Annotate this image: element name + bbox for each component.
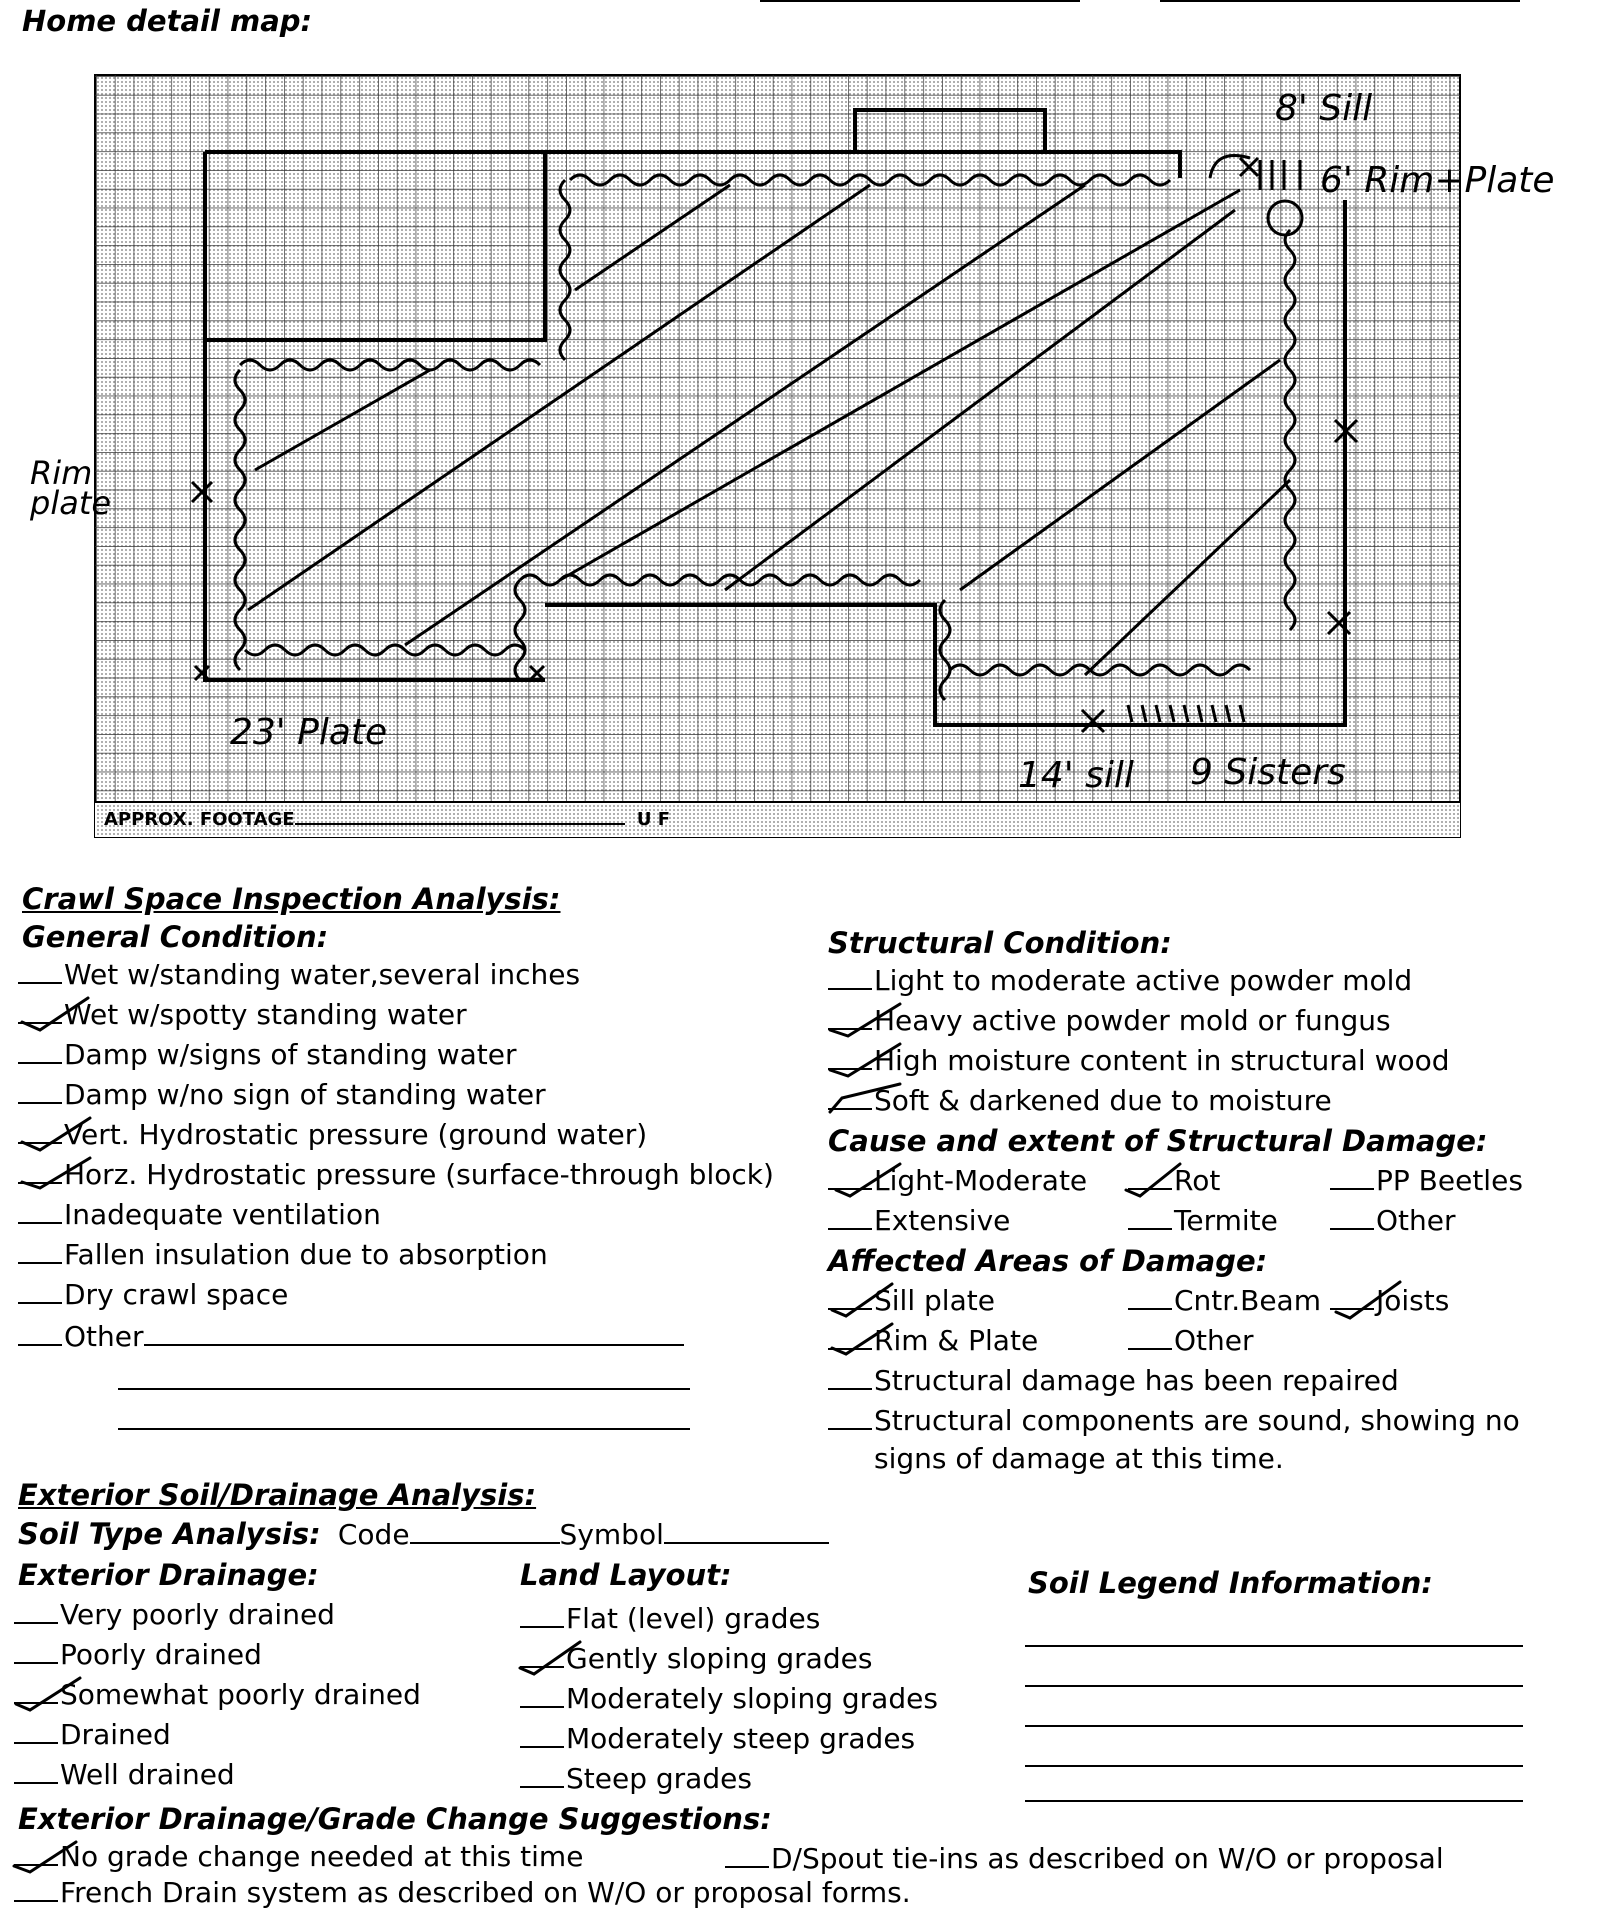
symbol-field[interactable]: [664, 1516, 829, 1544]
soil-type-title: Soil Type Analysis:: [18, 1517, 321, 1551]
general-item[interactable]: Wet w/standing water,several inches: [18, 958, 580, 991]
map-title: Home detail map:: [22, 4, 313, 38]
drainage-item[interactable]: Drained: [14, 1718, 171, 1751]
land-layout-title: Land Layout:: [520, 1558, 732, 1592]
drainage-item[interactable]: Very poorly drained: [14, 1598, 335, 1631]
other-line-3[interactable]: [118, 1428, 690, 1430]
annotation-6-rim-plate: 6' Rim+Plate: [1320, 160, 1555, 201]
affected-item[interactable]: Other: [1128, 1324, 1254, 1357]
general-item-other[interactable]: Other: [18, 1318, 684, 1353]
structural-item[interactable]: Heavy active powder mold or fungus: [828, 1004, 1391, 1037]
general-item[interactable]: Vert. Hydrostatic pressure (ground water): [18, 1118, 647, 1151]
french-drain-item[interactable]: French Drain system as described on W/O or proposal forms.: [14, 1876, 911, 1909]
approx-footage-unit: U F: [636, 809, 671, 830]
affected-item[interactable]: Sill plate: [828, 1284, 995, 1317]
code-label: Code: [337, 1518, 410, 1551]
land-item[interactable]: Steep grades: [520, 1762, 752, 1795]
cause-item[interactable]: Rot: [1128, 1164, 1220, 1197]
annotation-rim-plate-left: Rim plate: [30, 454, 112, 522]
map-grid-lines: [95, 75, 1460, 802]
legend-line[interactable]: [1025, 1725, 1523, 1727]
legend-line[interactable]: [1025, 1645, 1523, 1647]
land-item[interactable]: Moderately sloping grades: [520, 1682, 938, 1715]
components-sound-line2: signs of damage at this time.: [874, 1442, 1284, 1475]
components-sound-item[interactable]: Structural components are sound, showing no: [828, 1404, 1520, 1437]
structural-item[interactable]: Soft & darkened due to moisture: [828, 1084, 1332, 1117]
drainage-item[interactable]: Well drained: [14, 1758, 235, 1791]
annotation-23-plate: 23' Plate: [230, 712, 388, 753]
grade-suggestions-title: Exterior Drainage/Grade Change Suggestions:: [18, 1802, 772, 1836]
cause-item[interactable]: PP Beetles: [1330, 1164, 1523, 1197]
cause-item[interactable]: Extensive: [828, 1204, 1010, 1237]
structural-item[interactable]: Light to moderate active powder mold: [828, 964, 1412, 997]
annotation-9-sisters: 9 Sisters: [1190, 752, 1346, 793]
cause-item[interactable]: Other: [1330, 1204, 1456, 1237]
affected-item[interactable]: Joists: [1330, 1284, 1449, 1317]
general-item[interactable]: Fallen insulation due to absorption: [18, 1238, 548, 1271]
dspout-item[interactable]: D/Spout tie-ins as described on W/O or proposal: [725, 1842, 1444, 1875]
legend-line[interactable]: [1025, 1800, 1523, 1802]
code-field[interactable]: [410, 1516, 560, 1544]
other-line-2[interactable]: [118, 1388, 690, 1390]
general-condition-title: General Condition:: [22, 920, 329, 954]
cause-item[interactable]: Light-Moderate: [828, 1164, 1087, 1197]
general-item[interactable]: Horz. Hydrostatic pressure (surface-through block): [18, 1158, 774, 1191]
crawl-analysis-title: Crawl Space Inspection Analysis:: [22, 882, 561, 916]
exterior-drainage-title: Exterior Drainage:: [18, 1558, 319, 1592]
structural-item[interactable]: High moisture content in structural wood: [828, 1044, 1450, 1077]
symbol-label: Symbol: [559, 1518, 664, 1551]
general-item[interactable]: Damp w/no sign of standing water: [18, 1078, 546, 1111]
affected-areas-title: Affected Areas of Damage:: [828, 1244, 1268, 1278]
soil-type-row: [18, 1516, 829, 1551]
drainage-item[interactable]: Poorly drained: [14, 1638, 262, 1671]
approx-footage-label: APPROX. FOOTAGE U F: [104, 805, 670, 830]
annotation-14-sill: 14' sill: [1018, 755, 1134, 796]
affected-item[interactable]: Cntr.Beam: [1128, 1284, 1321, 1317]
general-item[interactable]: Inadequate ventilation: [18, 1198, 381, 1231]
damage-repaired-item[interactable]: Structural damage has been repaired: [828, 1364, 1399, 1397]
general-item[interactable]: Dry crawl space: [18, 1278, 288, 1311]
drainage-item[interactable]: Somewhat poorly drained: [14, 1678, 421, 1711]
affected-item[interactable]: Rim & Plate: [828, 1324, 1038, 1357]
general-item[interactable]: Damp w/signs of standing water: [18, 1038, 516, 1071]
no-grade-change-item[interactable]: No grade change needed at this time: [14, 1840, 583, 1873]
cause-extent-title: Cause and extent of Structural Damage:: [828, 1124, 1488, 1158]
cause-item[interactable]: Termite: [1128, 1204, 1278, 1237]
soil-legend-title: Soil Legend Information:: [1028, 1566, 1433, 1600]
exterior-analysis-title: Exterior Soil/Drainage Analysis:: [18, 1478, 537, 1512]
land-item[interactable]: Flat (level) grades: [520, 1602, 820, 1635]
land-item[interactable]: Gently sloping grades: [520, 1642, 872, 1675]
legend-line[interactable]: [1025, 1765, 1523, 1767]
land-item[interactable]: Moderately steep grades: [520, 1722, 915, 1755]
structural-condition-title: Structural Condition:: [828, 926, 1172, 960]
general-item[interactable]: Wet w/spotty standing water: [18, 998, 467, 1031]
annotation-8-sill: 8' Sill: [1275, 88, 1373, 129]
legend-line[interactable]: [1025, 1685, 1523, 1687]
